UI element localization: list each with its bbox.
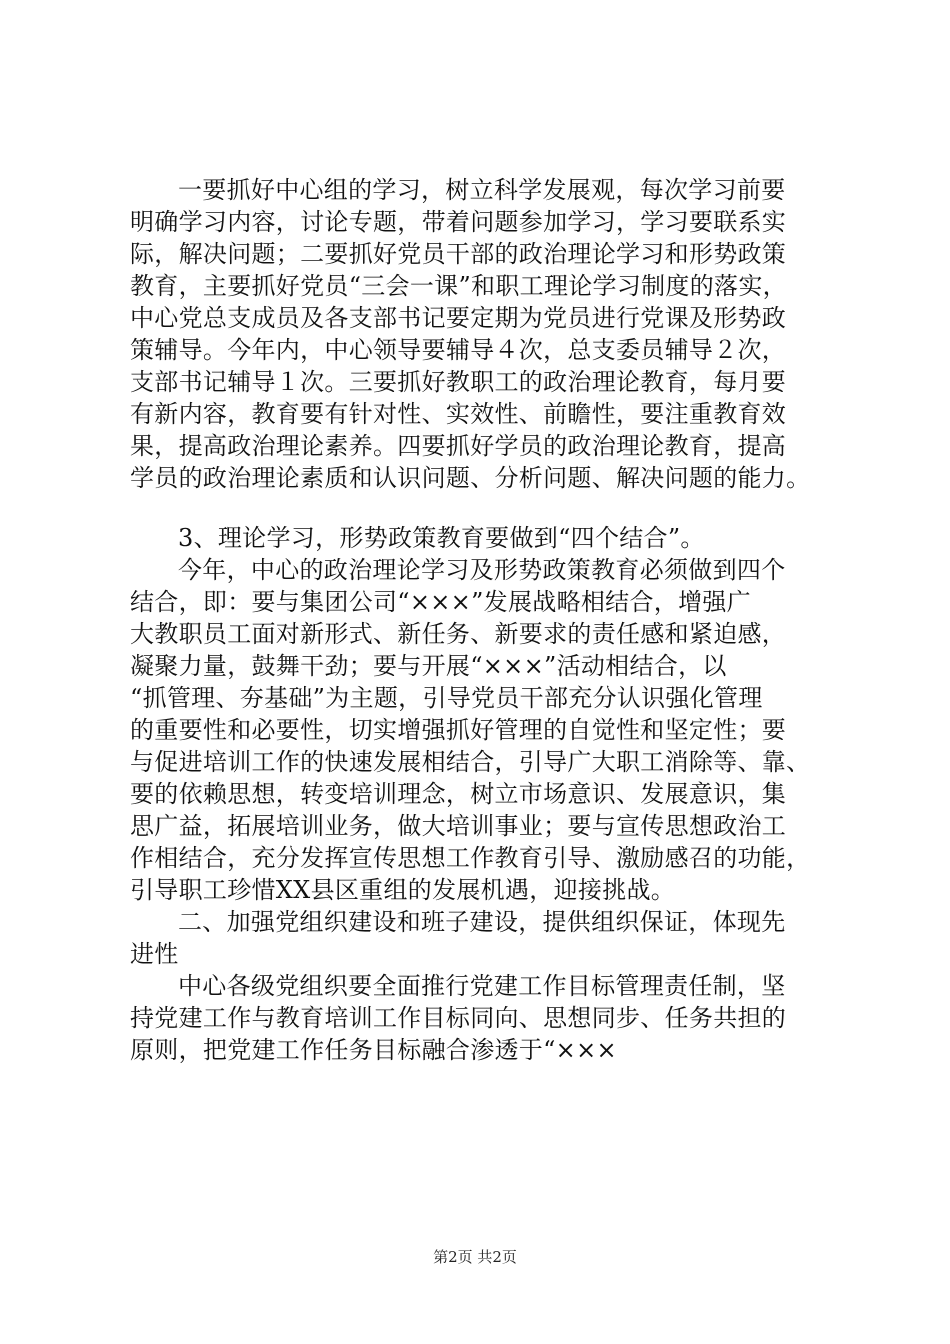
text-line: 作相结合，充分发挥宣传思想工作教育引导、激励感召的功能， <box>130 844 811 872</box>
text-line: 今年，中心的政治理论学习及形势政策教育必须做到四个 <box>178 556 786 584</box>
text-line: 际，解决问题；二要抓好党员干部的政治理论学习和形势政策 <box>130 240 787 268</box>
text-line: 与促进培训工作的快速发展相结合，引导广大职工消除等、靠、 <box>130 748 811 776</box>
paragraph-four-combinations <box>130 554 850 906</box>
text-line: 中心党总支成员及各支部书记要定期为党员进行党课及形势政 <box>130 304 787 332</box>
section-heading-party-building <box>130 906 850 970</box>
paragraph-study-requirements <box>130 174 850 494</box>
text-line: 凝聚力量，鼓舞干劲；要与开展“×××”活动相结合，以 <box>130 652 727 680</box>
text-line: 有新内容，教育要有针对性、实效性、前瞻性，要注重教育效 <box>130 400 787 428</box>
paragraph-party-building <box>130 970 850 1066</box>
text-line: 果，提高政治理论素养。四要抓好学员的政治理论教育，提高 <box>130 432 787 460</box>
text-line: 支部书记辅导１次。三要抓好教职工的政治理论教育，每月要 <box>130 368 787 396</box>
text-line: 学员的政治理论素质和认识问题、分析问题、解决问题的能力。 <box>130 464 811 492</box>
text-line: 结合，即：要与集团公司“×××”发展战略相结合，增强广 <box>130 588 751 616</box>
document-body <box>130 174 850 1066</box>
text-line: 二、加强党组织建设和班子建设，提供组织保证，体现先 <box>178 908 786 936</box>
text-line: 策辅导。今年内，中心领导要辅导４次，总支委员辅导２次， <box>130 336 787 364</box>
section-heading-four-combinations: 3、理论学习，形势政策教育要做到“四个结合”。 <box>178 524 705 552</box>
text-line: “抓管理、夯基础”为主题，引导党员干部充分认识强化管理 <box>130 684 763 712</box>
text-line: 思广益，拓展培训业务，做大培训事业；要与宣传思想政治工 <box>130 812 787 840</box>
text-line: 持党建工作与教育培训工作目标同向、思想同步、任务共担的 <box>130 1004 787 1032</box>
text-line: 大教职员工面对新形式、新任务、新要求的责任感和紧迫感， <box>130 620 787 648</box>
text-line: 引导职工珍惜XX县区重组的发展机遇，迎接挑战。 <box>130 876 676 904</box>
paragraph-gap <box>130 494 850 522</box>
text-line: 教育，主要抓好党员“三会一课”和职工理论学习制度的落实， <box>130 272 787 300</box>
page-number-footer: 第2页 共2页 <box>433 1248 517 1266</box>
text-line: 要的依赖思想，转变培训理念，树立市场意识、发展意识，集 <box>130 780 787 808</box>
text-line: 一要抓好中心组的学习，树立科学发展观，每次学习前要 <box>178 176 786 204</box>
text-line: 中心各级党组织要全面推行党建工作目标管理责任制，坚 <box>178 972 786 1000</box>
text-line: 进性 <box>130 940 179 968</box>
text-line: 明确学习内容，讨论专题，带着问题参加学习，学习要联系实 <box>130 208 787 236</box>
text-line: 原则，把党建工作任务目标融合渗透于“××× <box>130 1036 617 1064</box>
text-line: 的重要性和必要性，切实增强抓好管理的自觉性和坚定性；要 <box>130 716 787 744</box>
